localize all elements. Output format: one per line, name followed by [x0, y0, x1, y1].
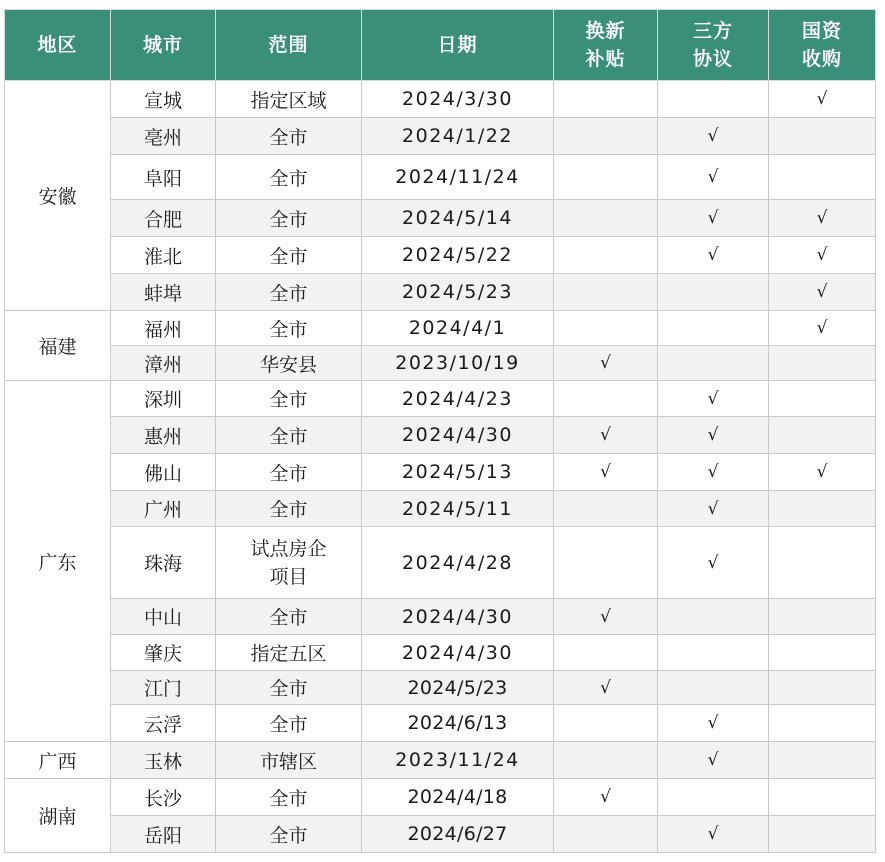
date-cell: 2024/5/11: [362, 491, 554, 527]
region-cell: 广西: [5, 742, 111, 779]
trade-in-cell: [554, 81, 658, 118]
header-city: 城市: [111, 10, 216, 81]
scope-cell: 全市: [216, 155, 362, 200]
date-cell: 2024/4/23: [362, 381, 554, 417]
scope-cell: 全市: [216, 274, 362, 311]
city-cell: 漳州: [111, 346, 216, 381]
table-row: [5, 381, 876, 417]
state-purchase-cell: [769, 599, 876, 635]
scope-cell: 指定五区: [216, 635, 362, 671]
tripartite-cell: √: [658, 417, 769, 454]
region-cell: 福建: [5, 311, 111, 381]
state-purchase-cell: [769, 671, 876, 705]
date-cell: 2024/4/28: [362, 527, 554, 599]
table-row: [5, 491, 876, 527]
date-cell: 2024/5/13: [362, 454, 554, 491]
date-cell: 2024/6/13: [362, 705, 554, 742]
state-purchase-cell: [769, 155, 876, 200]
city-cell: 珠海: [111, 527, 216, 599]
city-cell: 惠州: [111, 417, 216, 454]
scope-cell: 指定区域: [216, 81, 362, 118]
table-row: [5, 816, 876, 853]
scope-cell: 全市: [216, 454, 362, 491]
city-cell: 亳州: [111, 118, 216, 155]
date-cell: 2024/4/30: [362, 417, 554, 454]
header-scope: 范围: [216, 10, 362, 81]
city-cell: 淮北: [111, 237, 216, 274]
city-cell: 肇庆: [111, 635, 216, 671]
state-purchase-cell: [769, 346, 876, 381]
state-purchase-cell: [769, 381, 876, 417]
date-cell: 2024/4/1: [362, 311, 554, 346]
table-row: [5, 635, 876, 671]
city-cell: 中山: [111, 599, 216, 635]
city-cell: 广州: [111, 491, 216, 527]
trade-in-cell: [554, 118, 658, 155]
city-cell: 宣城: [111, 81, 216, 118]
date-cell: 2024/1/22: [362, 118, 554, 155]
tripartite-cell: [658, 346, 769, 381]
table-row: [5, 527, 876, 599]
scope-cell: 全市: [216, 311, 362, 346]
tripartite-cell: √: [658, 118, 769, 155]
state-purchase-cell: √: [769, 200, 876, 237]
state-purchase-cell: [769, 118, 876, 155]
city-cell: 深圳: [111, 381, 216, 417]
tripartite-cell: √: [658, 381, 769, 417]
table-row: [5, 779, 876, 816]
tripartite-cell: [658, 599, 769, 635]
date-cell: 2023/10/19: [362, 346, 554, 381]
region-cell: 湖南: [5, 779, 111, 853]
state-purchase-cell: [769, 491, 876, 527]
tripartite-cell: √: [658, 742, 769, 779]
city-cell: 佛山: [111, 454, 216, 491]
tripartite-cell: [658, 671, 769, 705]
state-purchase-cell: [769, 635, 876, 671]
header-trade-in-subsidy: 换新 补贴: [554, 10, 658, 81]
tripartite-cell: √: [658, 491, 769, 527]
table-row: [5, 454, 876, 491]
table-row: [5, 81, 876, 118]
scope-cell: 全市: [216, 200, 362, 237]
trade-in-cell: [554, 200, 658, 237]
header-region: 地区: [5, 10, 111, 81]
date-cell: 2024/11/24: [362, 155, 554, 200]
table-row: [5, 599, 876, 635]
trade-in-cell: [554, 155, 658, 200]
state-purchase-cell: [769, 816, 876, 853]
scope-cell: 全市: [216, 118, 362, 155]
tripartite-cell: √: [658, 705, 769, 742]
table-row: [5, 118, 876, 155]
scope-cell: 全市: [216, 705, 362, 742]
tripartite-cell: [658, 635, 769, 671]
trade-in-cell: [554, 527, 658, 599]
state-purchase-cell: √: [769, 274, 876, 311]
tripartite-cell: [658, 779, 769, 816]
scope-cell: 华安县: [216, 346, 362, 381]
tripartite-cell: √: [658, 237, 769, 274]
table-row: [5, 417, 876, 454]
state-purchase-cell: [769, 742, 876, 779]
date-cell: 2024/6/27: [362, 816, 554, 853]
trade-in-cell: [554, 705, 658, 742]
trade-in-cell: √: [554, 417, 658, 454]
trade-in-cell: [554, 311, 658, 346]
trade-in-cell: [554, 816, 658, 853]
region-cell: 广东: [5, 381, 111, 742]
city-cell: 蚌埠: [111, 274, 216, 311]
scope-cell: 全市: [216, 599, 362, 635]
city-cell: 玉林: [111, 742, 216, 779]
state-purchase-cell: [769, 705, 876, 742]
date-cell: 2023/11/24: [362, 742, 554, 779]
header-state-acquisition: 国资 收购: [769, 10, 876, 81]
trade-in-cell: √: [554, 599, 658, 635]
table-row: [5, 311, 876, 346]
tripartite-cell: √: [658, 200, 769, 237]
trade-in-cell: [554, 381, 658, 417]
header-date: 日期: [362, 10, 554, 81]
scope-cell: 试点房企 项目: [216, 527, 362, 599]
date-cell: 2024/4/18: [362, 779, 554, 816]
date-cell: 2024/5/23: [362, 274, 554, 311]
trade-in-cell: [554, 491, 658, 527]
header-tripartite-agreement: 三方 协议: [658, 10, 769, 81]
trade-in-cell: √: [554, 454, 658, 491]
table-row: [5, 346, 876, 381]
city-cell: 阜阳: [111, 155, 216, 200]
tripartite-cell: √: [658, 527, 769, 599]
table-row: [5, 705, 876, 742]
date-cell: 2024/4/30: [362, 635, 554, 671]
city-cell: 合肥: [111, 200, 216, 237]
header-row: [5, 10, 876, 81]
table-row: [5, 274, 876, 311]
city-cell: 福州: [111, 311, 216, 346]
scope-cell: 全市: [216, 779, 362, 816]
scope-cell: 全市: [216, 491, 362, 527]
tripartite-cell: √: [658, 816, 769, 853]
table-row: [5, 200, 876, 237]
region-cell: 安徽: [5, 81, 111, 311]
scope-cell: 全市: [216, 237, 362, 274]
date-cell: 2024/3/30: [362, 81, 554, 118]
scope-cell: 全市: [216, 381, 362, 417]
scope-cell: 全市: [216, 671, 362, 705]
state-purchase-cell: [769, 779, 876, 816]
tripartite-cell: [658, 311, 769, 346]
date-cell: 2024/5/23: [362, 671, 554, 705]
state-purchase-cell: [769, 417, 876, 454]
state-purchase-cell: [769, 527, 876, 599]
tripartite-cell: √: [658, 454, 769, 491]
city-cell: 江门: [111, 671, 216, 705]
city-cell: 长沙: [111, 779, 216, 816]
tripartite-cell: √: [658, 155, 769, 200]
trade-in-cell: [554, 237, 658, 274]
trade-in-cell: √: [554, 779, 658, 816]
state-purchase-cell: √: [769, 454, 876, 491]
state-purchase-cell: √: [769, 311, 876, 346]
city-cell: 云浮: [111, 705, 216, 742]
trade-in-cell: [554, 742, 658, 779]
table-row: [5, 237, 876, 274]
table-row: [5, 671, 876, 705]
trade-in-cell: √: [554, 346, 658, 381]
date-cell: 2024/5/14: [362, 200, 554, 237]
trade-in-cell: √: [554, 671, 658, 705]
table-row: [5, 155, 876, 200]
date-cell: 2024/4/30: [362, 599, 554, 635]
date-cell: 2024/5/22: [362, 237, 554, 274]
state-purchase-cell: √: [769, 81, 876, 118]
trade-in-cell: [554, 274, 658, 311]
city-cell: 岳阳: [111, 816, 216, 853]
scope-cell: 市辖区: [216, 742, 362, 779]
scope-cell: 全市: [216, 816, 362, 853]
policy-table: [4, 9, 876, 853]
state-purchase-cell: √: [769, 237, 876, 274]
scope-cell: 全市: [216, 417, 362, 454]
table-row: [5, 742, 876, 779]
tripartite-cell: [658, 274, 769, 311]
tripartite-cell: [658, 81, 769, 118]
trade-in-cell: [554, 635, 658, 671]
